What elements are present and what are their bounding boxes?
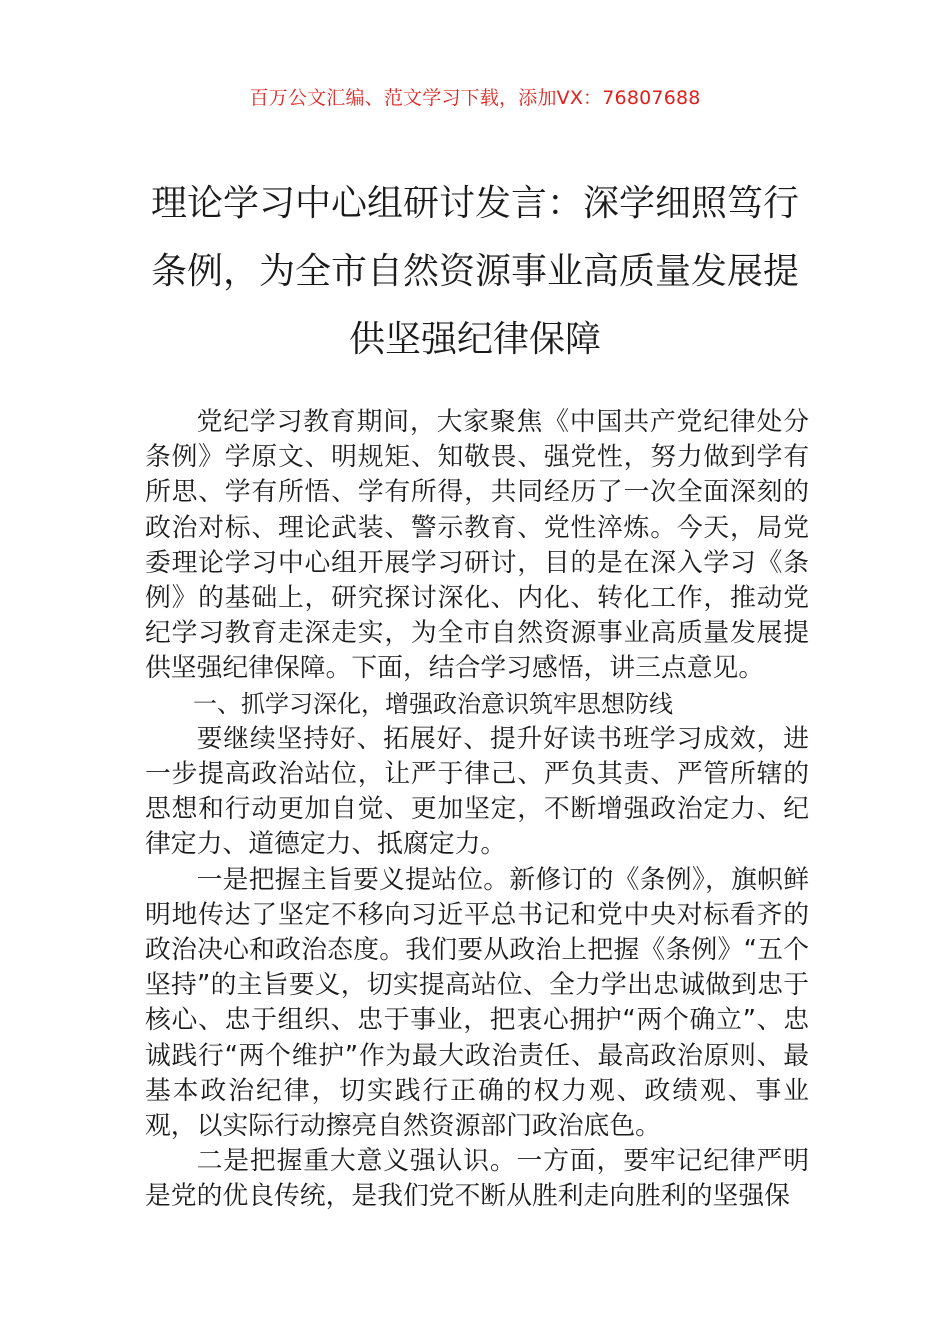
body-paragraph: 一是把握主旨要义提站位。新修订的《条例》，旗帜鲜明地传达了坚定不移向习近平总书记和党中央对标看齐的政治决心和政治态度。我们要从政治上把握《条例》“五个坚持”的主旨要义，切实提高站位、全力学出忠诚做到忠于核心、忠于组织、忠于事业，把衷心拥护“两个确立”、忠诚践行“两个维护”作为最大政治责任、最高政治原则、最基本政治纪律，切实践行正确的权力观、政绩观、事业观，以实际行动擦亮自然资源部门政治底色。: [145, 864, 809, 1142]
title-line: 理论学习中心组研讨发言：深学细照笃行: [150, 183, 799, 224]
section-heading: 一、抓学习深化，增强政治意识筑牢思想防线: [193, 689, 673, 718]
download-notice: 百万公文汇编、范文学习下载，添加VX：76807688: [249, 87, 701, 109]
document-body: [145, 405, 809, 1215]
intro-paragraph: 党纪学习教育期间，大家聚焦《中国共产党纪律处分条例》学原文、明规矩、知敬畏、强党性，努力做到学有所思、学有所悟、学有所得，共同经历了一次全面深刻的政治对标、理论武装、警示教育、党性淬炼。今天，局党委理论学习中心组开展学习研讨，目的是在深入学习《条例》的基础上，研究探讨深化、内化、转化工作，推动党纪学习教育走深走实，为全市自然资源事业高质量发展提供坚强纪律保障。下面，结合学习感悟，讲三点意见。: [145, 407, 809, 684]
body-paragraph: 要继续坚持好、拓展好、提升好读书班学习成效，进一步提高政治站位，让严于律己、严负其责、严管所辖的思想和行动更加自觉、更加坚定，不断增强政治定力、纪律定力、道德定力、抵腐定力。: [145, 723, 809, 860]
title-line: 条例，为全市自然资源事业高质量发展提: [150, 251, 799, 292]
title-line: 供坚强纪律保障: [348, 319, 601, 360]
document-title: [140, 170, 810, 374]
body-paragraph: 二是把握重大意义强认识。一方面，要牢记纪律严明是党的优良传统，是我们党不断从胜利走向胜利的坚强保: [145, 1146, 809, 1212]
